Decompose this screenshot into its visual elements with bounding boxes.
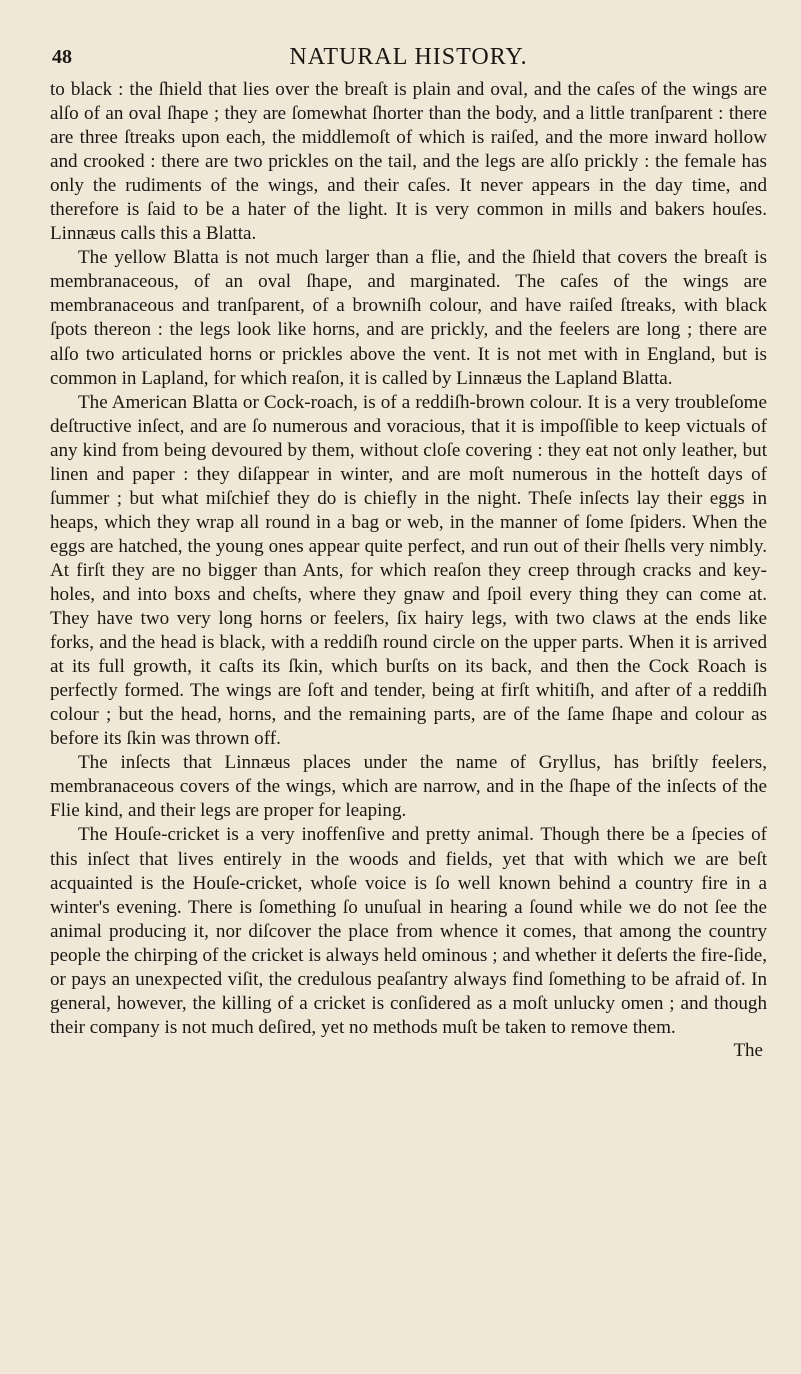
page-number: 48 xyxy=(52,46,72,68)
paragraph-continued: to black : the ſhield that lies over the breaſt is plain and oval, and the caſes of the wings are alſo of an oval ſhape ; they are ſomewhat ſhorter than the body, and a little tranſparent : there are three ſtreaks upon each, the middlemoſt of which is raiſed, and the more inward hollow and crooked : there are two prickles on the tail, and the legs are alſo prickly : the female has only the rudiments of the wings, and their caſes. It never appears in the day time, and therefore is ſaid to be a hater of the light. It is very common in mills and bakers houſes. Linnæus calls this a Blatta. xyxy=(50,79,767,245)
paragraph-yellow-blatta: The yellow Blatta is not much larger than a flie, and the ſhield that covers the breaſt is membranaceous, of an oval ſhape, and marginated. The caſes of the wings are membranaceous and tranſparent, of a browniſh colour, and have raiſed ſtreaks, with black ſpots thereon : the legs look like horns, and are prickly, and the feelers are long ; there are alſo two articulated horns or prickles above the vent. It is not met with in England, but is common in Lapland, for which reaſon, it is called by Linnæus the Lapland Blatta. xyxy=(50,247,767,389)
page-header xyxy=(50,40,767,70)
paragraph-cock-roach: The American Blatta or Cock-roach, is of a reddiſh-brown colour. It is a very troubleſome deſtructive inſect, and are ſo numerous and voracious, that it is impoſſible to keep victuals of any kind from being devoured by them, without cloſe covering : they eat not only leather, but linen and paper : they diſappear in winter, and are moſt numerous in the hotteſt days of ſummer ; but what miſchief they do is chiefly in the night. Theſe inſects lay their eggs in heaps, which they wrap all round in a bag or web, in the manner of ſome ſpiders. When the eggs are hatched, the young ones appear quite perfect, and run out of their ſhells very nimbly. At firſt they are no bigger than Ants, for which reaſon they creep through cracks and key-holes, and into boxs and cheſts, where they gnaw and ſpoil every thing they can come at. They have two very long horns or feelers, ſix hairy legs, with two claws at the ends like forks, and the head is black, with a reddiſh round circle on the upper parts. When it is arrived at its full growth, it caſts its ſkin, which burſts on its back, and then the Cock Roach is perfectly formed. The wings are ſoft and tender, being at firſt whitiſh, and after of a reddiſh colour ; but the head, horns, and the remaining parts, are of the ſame ſhape and colour as before its ſkin was thrown off. xyxy=(50,391,767,750)
body-text xyxy=(50,78,767,1040)
catchword: The xyxy=(733,1039,763,1061)
paragraph-gryllus: The inſects that Linnæus places under the name of Gryllus, has briſtly feelers, membranaceous covers of the wings, which are narrow, and in the ſhape of the inſects of the Flie kind, and their legs are proper for leaping. xyxy=(50,752,767,822)
paragraph-house-cricket: The Houſe-cricket is a very inoffenſive and pretty animal. Though there be a ſpecies of this inſect that lives entirely in the woods and fields, yet that with which we are beſt acquainted is the Houſe-cricket, whoſe voice is ſo well known behind a country fire in a winter's evening. There is ſomething ſo unuſual in hearing a ſound while we do not ſee the animal producing it, nor diſcover the place from whence it comes, that among the country people the chirping of the cricket is always held ominous ; and whether it deſerts the fire-ſide, or pays an unexpected viſit, the credulous peaſantry always find ſomething to be afraid of. In general, however, the killing of a cricket is conſidered as a moſt unlucky omen ; and though their company is not much deſired, yet no methods muſt be taken to remove them. xyxy=(50,824,767,1038)
running-head: NATURAL HISTORY. xyxy=(289,44,528,70)
